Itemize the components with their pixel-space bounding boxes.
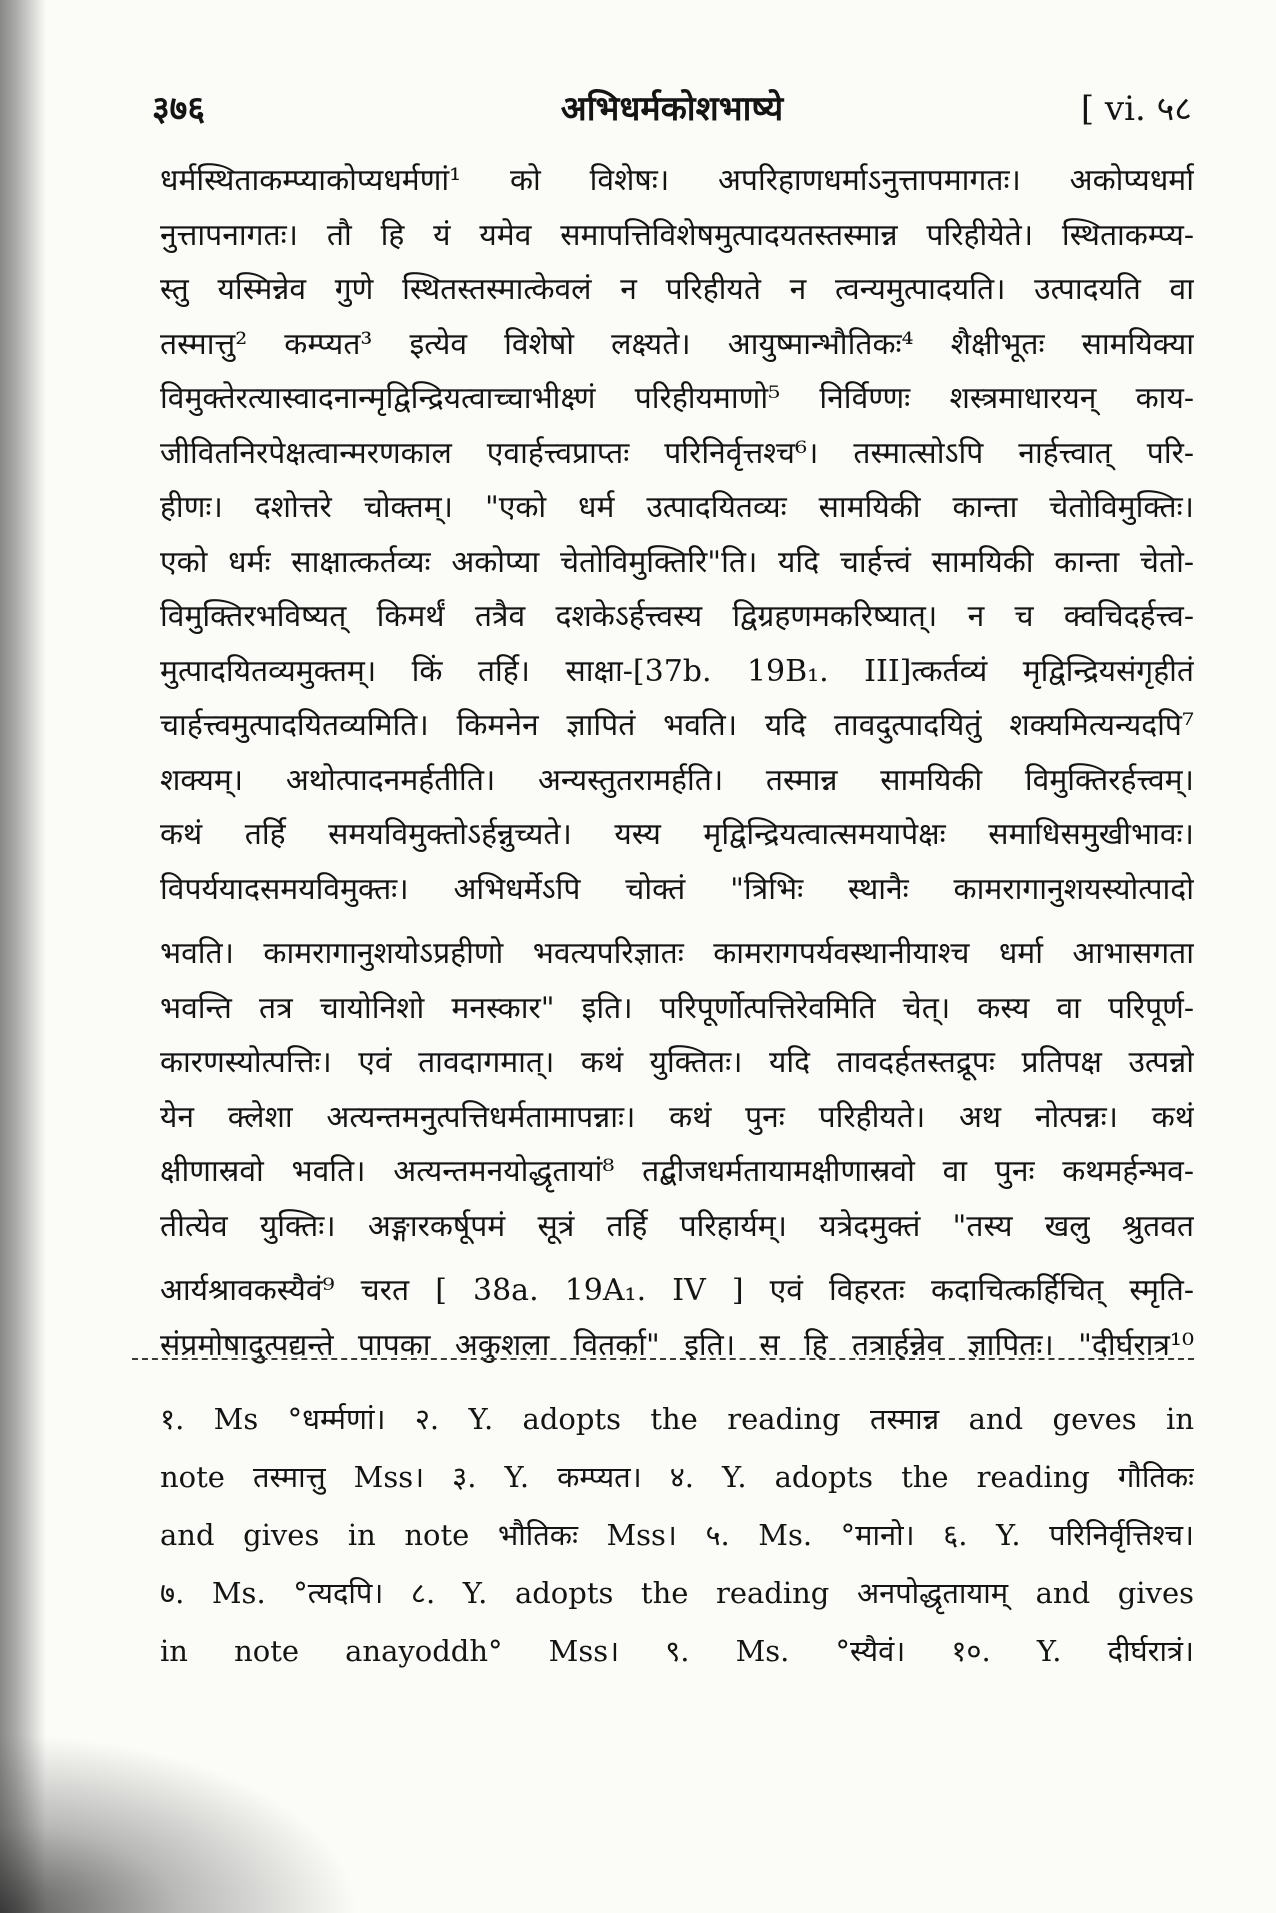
text-line: विपर्ययादसमयविमुक्तः। अभिधर्मेऽपि चोक्तं "त्रिभिः स्थानैः कामरागानुशयस्योत्पादो bbox=[160, 871, 1194, 907]
footnotes bbox=[160, 1390, 1194, 1680]
footnote-line: and gives in note भौतिकः Mss। ५. Ms. °मानो। ६. Y. परिनिर्वृत्तिश्च। bbox=[160, 1518, 1194, 1552]
footnote-line: १. Ms °धर्म्मणां। २. Y. adopts the reading तस्मान्न and geves in bbox=[160, 1402, 1194, 1436]
text-line: संप्रमोषादुत्पद्यन्ते पापका अकुशला वितर्का" इति। स हि तत्रार्हन्नेव ज्ञापितः। "दीर्घरात्र¹⁰ bbox=[160, 1327, 1194, 1363]
text-line: कारणस्योत्पत्तिः। एवं तावदागमात्। कथं युक्तितः। यदि तावदर्हतस्तद्रूपः प्रतिपक्ष उत्पन्नो bbox=[160, 1045, 1194, 1080]
text-line: विमुक्तेरत्यास्वादनान्मृद्विन्द्रियत्वाच्चाभीक्ष्णं परिहीयमाणो⁵ निर्विण्णः शस्त्रमाधारयन् काय- bbox=[160, 381, 1194, 416]
text-line: चार्हत्त्वमुत्पादयितव्यमिति। किमनेन ज्ञापितं भवति। यदि तावदुत्पादयितुं शक्यमित्यन्यदपि⁷ bbox=[160, 708, 1194, 743]
main-text bbox=[160, 154, 1194, 1373]
text-line: आर्यश्रावकस्यैवं⁹ चरत [ 38a. 19A₁. IV ] एवं विहरतः कदाचित्कर्हिचित् स्मृति- bbox=[160, 1273, 1194, 1308]
text-line: मुत्पादयितव्यमुक्तम्। किं तर्हि। साक्षा-[37b. 19B₁. III]त्कर्तव्यं मृद्विन्द्रियसंगृहीतं bbox=[160, 653, 1194, 689]
footnote-line: ७. Ms. °त्यदपि। ८. Y. adopts the reading अनपोद्धृतायाम् and gives bbox=[160, 1576, 1194, 1610]
text-line: भवन्ति तत्र चायोनिशो मनस्कार" इति। परिपूर्णोत्पत्तिरेवमिति चेत्। कस्य वा परिपूर्ण- bbox=[160, 990, 1194, 1026]
text-line: एको धर्मः साक्षात्कर्तव्यः अकोप्या चेतोविमुक्तिरि"ति। यदि चार्हत्त्वं सामयिकी कान्ता चेतो- bbox=[160, 544, 1194, 580]
text-line: क्षीणास्रवो भवति। अत्यन्तमनयोद्धृतायां⁸ तद्बीजधर्मतायामक्षीणास्रवो वा पुनः कथमर्हन्भव- bbox=[160, 1154, 1194, 1189]
text-line: कथं तर्हि समयविमुक्तोऽर्हन्नुच्यते। यस्य मृद्विन्द्रियत्वात्समयापेक्षः समाधिसमुखीभावः। bbox=[160, 817, 1194, 852]
text-line: विमुक्तिरभविष्यत् किमर्थं तत्रैव दशकेऽर्हत्त्वस्य द्विग्रहणमकरिष्यात्। न च क्वचिदर्हत्त्व- bbox=[160, 599, 1194, 634]
text-line: नुत्तापनागतः। तौ हि यं यमेव समापत्तिविशेषमुत्पादयतस्तस्मान्न परिहीयेते। स्थिताकम्प्य- bbox=[160, 217, 1194, 253]
text-line: स्तु यस्मिन्नेव गुणे स्थितस्तस्मात्केवलं न परिहीयते न त्वन्यमुत्पादयति। उत्पादयति वा bbox=[160, 272, 1194, 307]
page-number: ३७६ bbox=[152, 89, 206, 129]
text-line: हीणः। दशोत्तरे चोक्तम्। "एको धर्म उत्पादयितव्यः सामयिकी कान्ता चेतोविमुक्तिः। bbox=[160, 490, 1194, 525]
section-reference: [ vi. ५८ bbox=[1080, 89, 1192, 129]
text-line: धर्मस्थिताकम्प्याकोप्यधर्मणां¹ को विशेषः। अपरिहाणधर्माऽनुत्तापमागतः। अकोप्यधर्मा bbox=[160, 163, 1194, 198]
text-line: शक्यम्। अथोत्पादनमर्हतीति। अन्यस्तुतरामर्हति। तस्मान्न सामयिकी विमुक्तिरर्हत्त्वम्। bbox=[160, 762, 1194, 798]
text-line: येन क्लेशा अत्यन्तमनुत्पत्तिधर्मतामापन्नाः। कथं पुनः परिहीयते। अथ नोत्पन्नः। कथं bbox=[160, 1099, 1194, 1135]
footnote-line: in note anayoddh° Mss। ९. Ms. °स्यैवं। १०. Y. दीर्घरात्रं। bbox=[160, 1634, 1194, 1668]
text-line: तस्मात्तु² कम्प्यत³ इत्येव विशेषो लक्ष्यते। आयुष्मान्भौतिकः⁴ शैक्षीभूतः सामयिक्या bbox=[160, 326, 1194, 362]
footnote-separator bbox=[132, 1358, 1194, 1360]
scan-shadow-corner bbox=[0, 1733, 360, 1913]
text-line: जीवितनिरपेक्षत्वान्मरणकाल एवार्हत्त्वप्राप्तः परिनिर्वृत्तश्च⁶। तस्मात्सोऽपि नार्हत्त्वात् परि- bbox=[160, 435, 1194, 471]
page-header bbox=[152, 78, 1192, 138]
footnote-line: note तस्मात्तु Mss। ३. Y. कम्प्यत। ४. Y. adopts the reading गौतिकः bbox=[160, 1460, 1194, 1494]
scan-shadow-edge bbox=[0, 0, 46, 1913]
running-title: अभिधर्मकोशभाष्ये bbox=[560, 89, 784, 129]
text-line: भवति। कामरागानुशयोऽप्रहीणो भवत्यपरिज्ञातः कामरागपर्यवस्थानीयाश्च धर्मा आभासगता bbox=[160, 936, 1194, 971]
text-line: तीत्येव युक्तिः। अङ्गारकर्षूपमं सूत्रं तर्हि परिहार्यम्। यत्रेदमुक्तं "तस्य खलु श्रुतवत bbox=[160, 1208, 1194, 1244]
